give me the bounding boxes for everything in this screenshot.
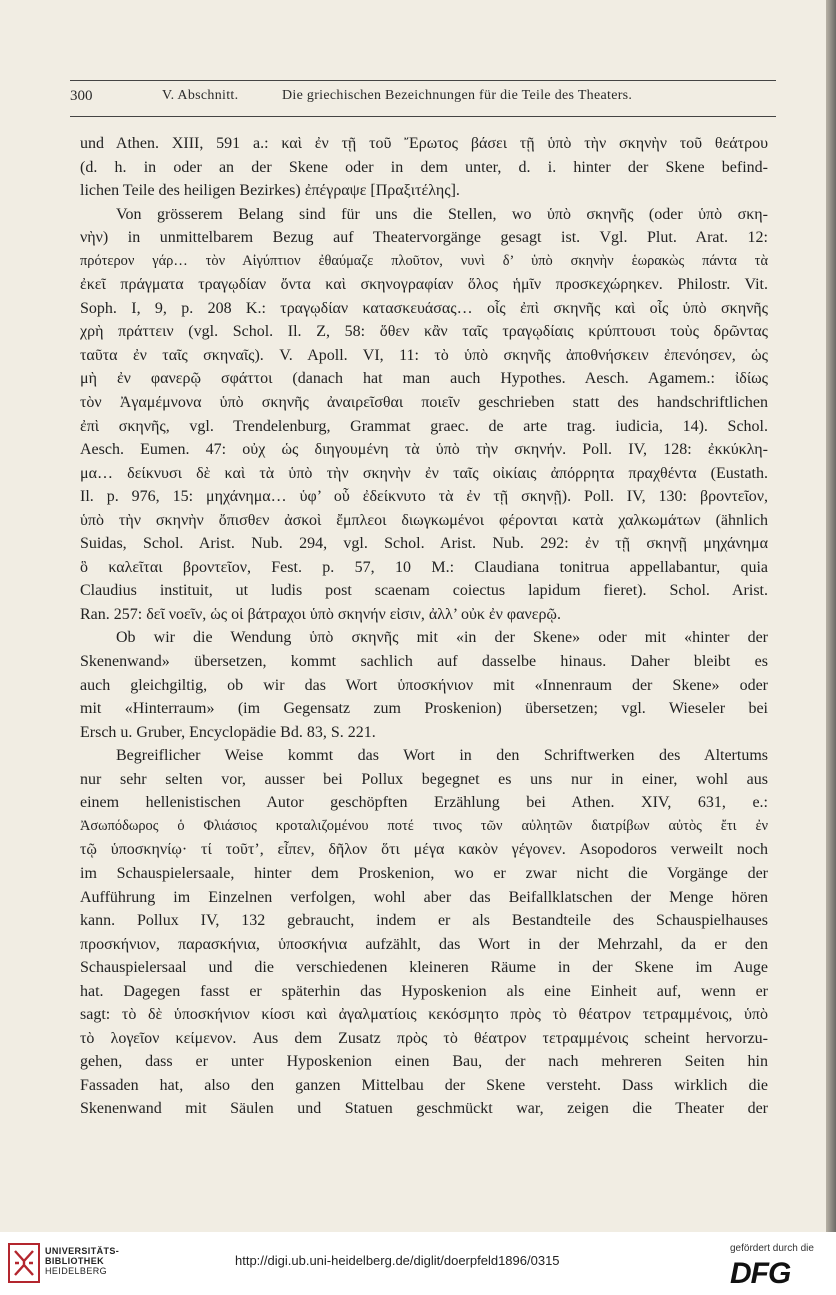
library-line-1: UNIVERSITÄTS- — [45, 1246, 120, 1256]
text-line: nur sehr selten vor, ausser bei Pollux begegnet es uns nur in einer, wohl aus — [80, 770, 768, 788]
library-name[interactable] — [45, 1246, 119, 1276]
header-bottom-rule — [70, 116, 776, 117]
text-line: sagt: τὸ δὲ ὑποσκήνιον κίοσι καὶ ἀγαλματίοις κεκόσμητο πρὸς τὸ θέατρον τετραμμένοις, ὑπὸ — [80, 1006, 768, 1024]
running-header — [70, 88, 776, 108]
text-line: Fassaden hat, also den ganzen Mittelbau der Skene versteht. Dass wirklich die — [80, 1076, 768, 1094]
text-line: χρὴ πράττειν (vgl. Schol. Il. Z, 58: ὅθεν κἂν ταῖς τραγῳδίαις κρύπτουσι τοὺς δρῶντας — [80, 323, 768, 341]
text-line: hat. Dagegen fasst er späterhin das Hyposkenion als eine Einheit auf, wenn er — [80, 982, 768, 1000]
dfg-logo[interactable]: DFG — [730, 1257, 791, 1290]
university-library-logo-icon[interactable] — [8, 1243, 40, 1283]
text-line: einem hellenistischen Autor geschöpften Erzählung bei Athen. XIV, 631, e.: — [80, 794, 768, 812]
text-line: μὴ ἐν φανερῷ σφάττοι (danach hat man auch Hypothes. Aesch. Agamem.: ἰδίως — [80, 370, 768, 388]
text-line: Claudius instituit, ut ludis post scaenam coiectus lapidum fieret). Schol. Arist. — [80, 582, 768, 600]
text-line: Suidas, Schol. Arist. Nub. 294, vgl. Schol. Arist. Nub. 292: ἐν τῇ σκηνῇ μηχάνημα — [80, 535, 768, 553]
text-line: lichen Teile des heiligen Bezirkes) ἐπέγραψε [Πραξιτέλης]. — [80, 182, 460, 200]
text-line: Skenenwand mit Säulen und Statuen geschmückt war, zeigen die Theater der — [80, 1100, 768, 1118]
text-line: Soph. I, 9, p. 208 K.: τραγῳδίαν κατασκευάσας… οἷς ἐπὶ σκηνῆς καὶ οἷς ὑπὸ σκηνῆς — [80, 299, 768, 317]
page-number: 300 — [70, 88, 93, 104]
text-line: τὸ λογεῖον κείμενον. Aus dem Zusatz πρὸς τὸ θέατρον τετραμμένοις scheint hervorzu- — [80, 1029, 768, 1047]
text-line: Ran. 257: δεῖ νοεῖν, ὡς οἱ βάτραχοι ὑπὸ σκηνήν εἰσιν, ἀλλ’ οὐκ ἐν φανερῷ. — [80, 605, 561, 623]
page-edge-shadow — [826, 0, 836, 1232]
text-line: im Schauspielersaale, hinter dem Proskenion, wo er zwar nicht die Vorgänge der — [80, 864, 768, 882]
body-text — [80, 132, 768, 1121]
text-line: Ersch u. Gruber, Encyclopädie Bd. 83, S. 221. — [80, 723, 376, 741]
text-line: Begreiflicher Weise kommt das Wort in den Schriftwerken des Altertums — [116, 747, 768, 765]
text-line: πρότερον γάρ… τὸν Αἰγύπτιον ἐθαύμαζε πλοῦτον, νυνὶ δ’ ὑπὸ σκηνὴν ἑωρακὼς πάντα τὰ — [80, 252, 768, 269]
funded-by-label: gefördert durch die — [730, 1243, 814, 1254]
text-line: Skenenwand» übersetzen, kommt sachlich auf dasselbe hinaus. Daher bleibt es — [80, 653, 768, 671]
library-line-3: HEIDELBERG — [45, 1266, 108, 1276]
running-title: Die griechischen Bezeichnungen für die Teile des Theaters. — [282, 88, 633, 103]
text-line: ταῦτα ἐν ταῖς σκηναῖς). V. Apoll. VI, 11: τὸ ὑπὸ σκηνῆς ἀποθνήσκειν ἐπενόησεν, ὡς — [80, 346, 768, 364]
text-line: gehen, dass er unter Hyposkenion einen Bau, der nach mehreren Seiten hin — [80, 1053, 768, 1071]
text-line: προσκήνιον, παρασκήνια, ὑποσκήνια aufzählt, das Wort in der Mehrzahl, da er den — [80, 935, 768, 953]
text-line: τῷ ὑποσκηνίῳ· τί τοῦτ’, εἶπεν, δῆλον ὅτι μέγα κακὸν γέγονεν. Asopodoros verweilt noch — [80, 841, 768, 859]
text-line: νὴν) in unmittelbarem Bezug auf Theatervorgänge gesagt ist. Vgl. Plut. Arat. 12: — [80, 229, 768, 247]
text-line: ἐπὶ σκηνῆς, vgl. Trendelenburg, Grammat graec. de arte trag. iudicia, 14). Schol. — [80, 417, 768, 435]
text-line: ἐκεῖ πράγματα τραγῳδίαν ὄντα καὶ σκηνογραφίαν ὅλος ἡμῖν προσκεχώρηκεν. Philostr. Vit. — [80, 276, 768, 294]
text-line: Il. p. 976, 15: μηχάνημα… ὑφ’ οὗ ἐδείκνυτο τὰ ἐν τῇ σκηνῇ). Poll. IV, 130: βροντεῖον, — [80, 488, 768, 506]
permalink-url[interactable]: http://digi.ub.uni-heidelberg.de/diglit/doerpfeld1896/0315 — [235, 1253, 560, 1268]
text-line: μα… δείκνυσι δὲ καὶ τὰ ὑπὸ τὴν σκηνὴν ἐν ταῖς οἰκίαις ἀπόρρητα πραχθέντα (Eustath. — [80, 464, 768, 482]
section-label: V. Abschnitt. — [162, 88, 239, 103]
text-line: τὸν Ἀγαμέμνονα ὑπὸ σκηνῆς ἀναιρεῖσθαι ποιεῖν geschrieben statt des handschriftlichen — [80, 394, 768, 412]
text-line: und Athen. XIII, 591 a.: καὶ ἐν τῇ τοῦ Ἔρωτος βάσει τῇ ὑπὸ τὴν σκηνὴν τοῦ θεάτρου — [80, 135, 768, 152]
text-line: mit «Hinterraum» (im Gegensatz zum Proskenion) übersetzen; vgl. Wieseler bei — [80, 700, 768, 718]
text-line: Aesch. Eumen. 47: οὐχ ὡς διηγουμένη τὰ ὑπὸ τὴν σκηνήν. Poll. IV, 128: ἐκκύκλη- — [80, 441, 768, 459]
text-line: Schauspielersaal und die verschiedenen kleineren Räume in der Skene im Auge — [80, 959, 768, 977]
text-line: (d. h. in oder an der Skene oder in dem unter, d. i. hinter der Skene befind- — [80, 158, 768, 176]
text-line: ὃ καλεῖται βροντεῖον, Fest. p. 57, 10 M.: Claudiana tonitrua appellabantur, quia — [80, 558, 768, 576]
text-line: ὑπὸ τὴν σκηνὴν ὄπισθεν ἀσκοὶ ἔμπλεοι διωγκωμένοι φέρονται κατὰ χαλκωμάτων (ähnlich — [80, 511, 768, 529]
text-line: Ob wir die Wendung ὑπὸ σκηνῆς mit «in der Skene» oder mit «hinter der — [116, 629, 768, 647]
header-top-rule — [70, 80, 776, 81]
library-line-2: BIBLIOTHEK — [45, 1256, 104, 1266]
text-line: Aufführung im Einzelnen verfolgen, wohl aber das Beifallklatschen der Menge hören — [80, 888, 768, 906]
text-line: kann. Pollux IV, 132 gebraucht, indem er als Bestandteile des Schauspielhauses — [80, 912, 768, 930]
text-line: Ἀσωπόδωρος ὁ Φλιάσιος κροταλιζομένου ποτέ τινος τῶν αὐλητῶν διατρίβων αὐτὸς ἔτι ἐν — [80, 817, 768, 834]
text-line: Von grösserem Belang sind für uns die Stellen, wo ὑπὸ σκηνῆς (oder ὑπὸ σκη- — [116, 205, 768, 223]
text-line: auch gleichgiltig, ob wir das Wort ὑποσκήνιον mit «Innenraum der Skene» oder — [80, 676, 768, 694]
